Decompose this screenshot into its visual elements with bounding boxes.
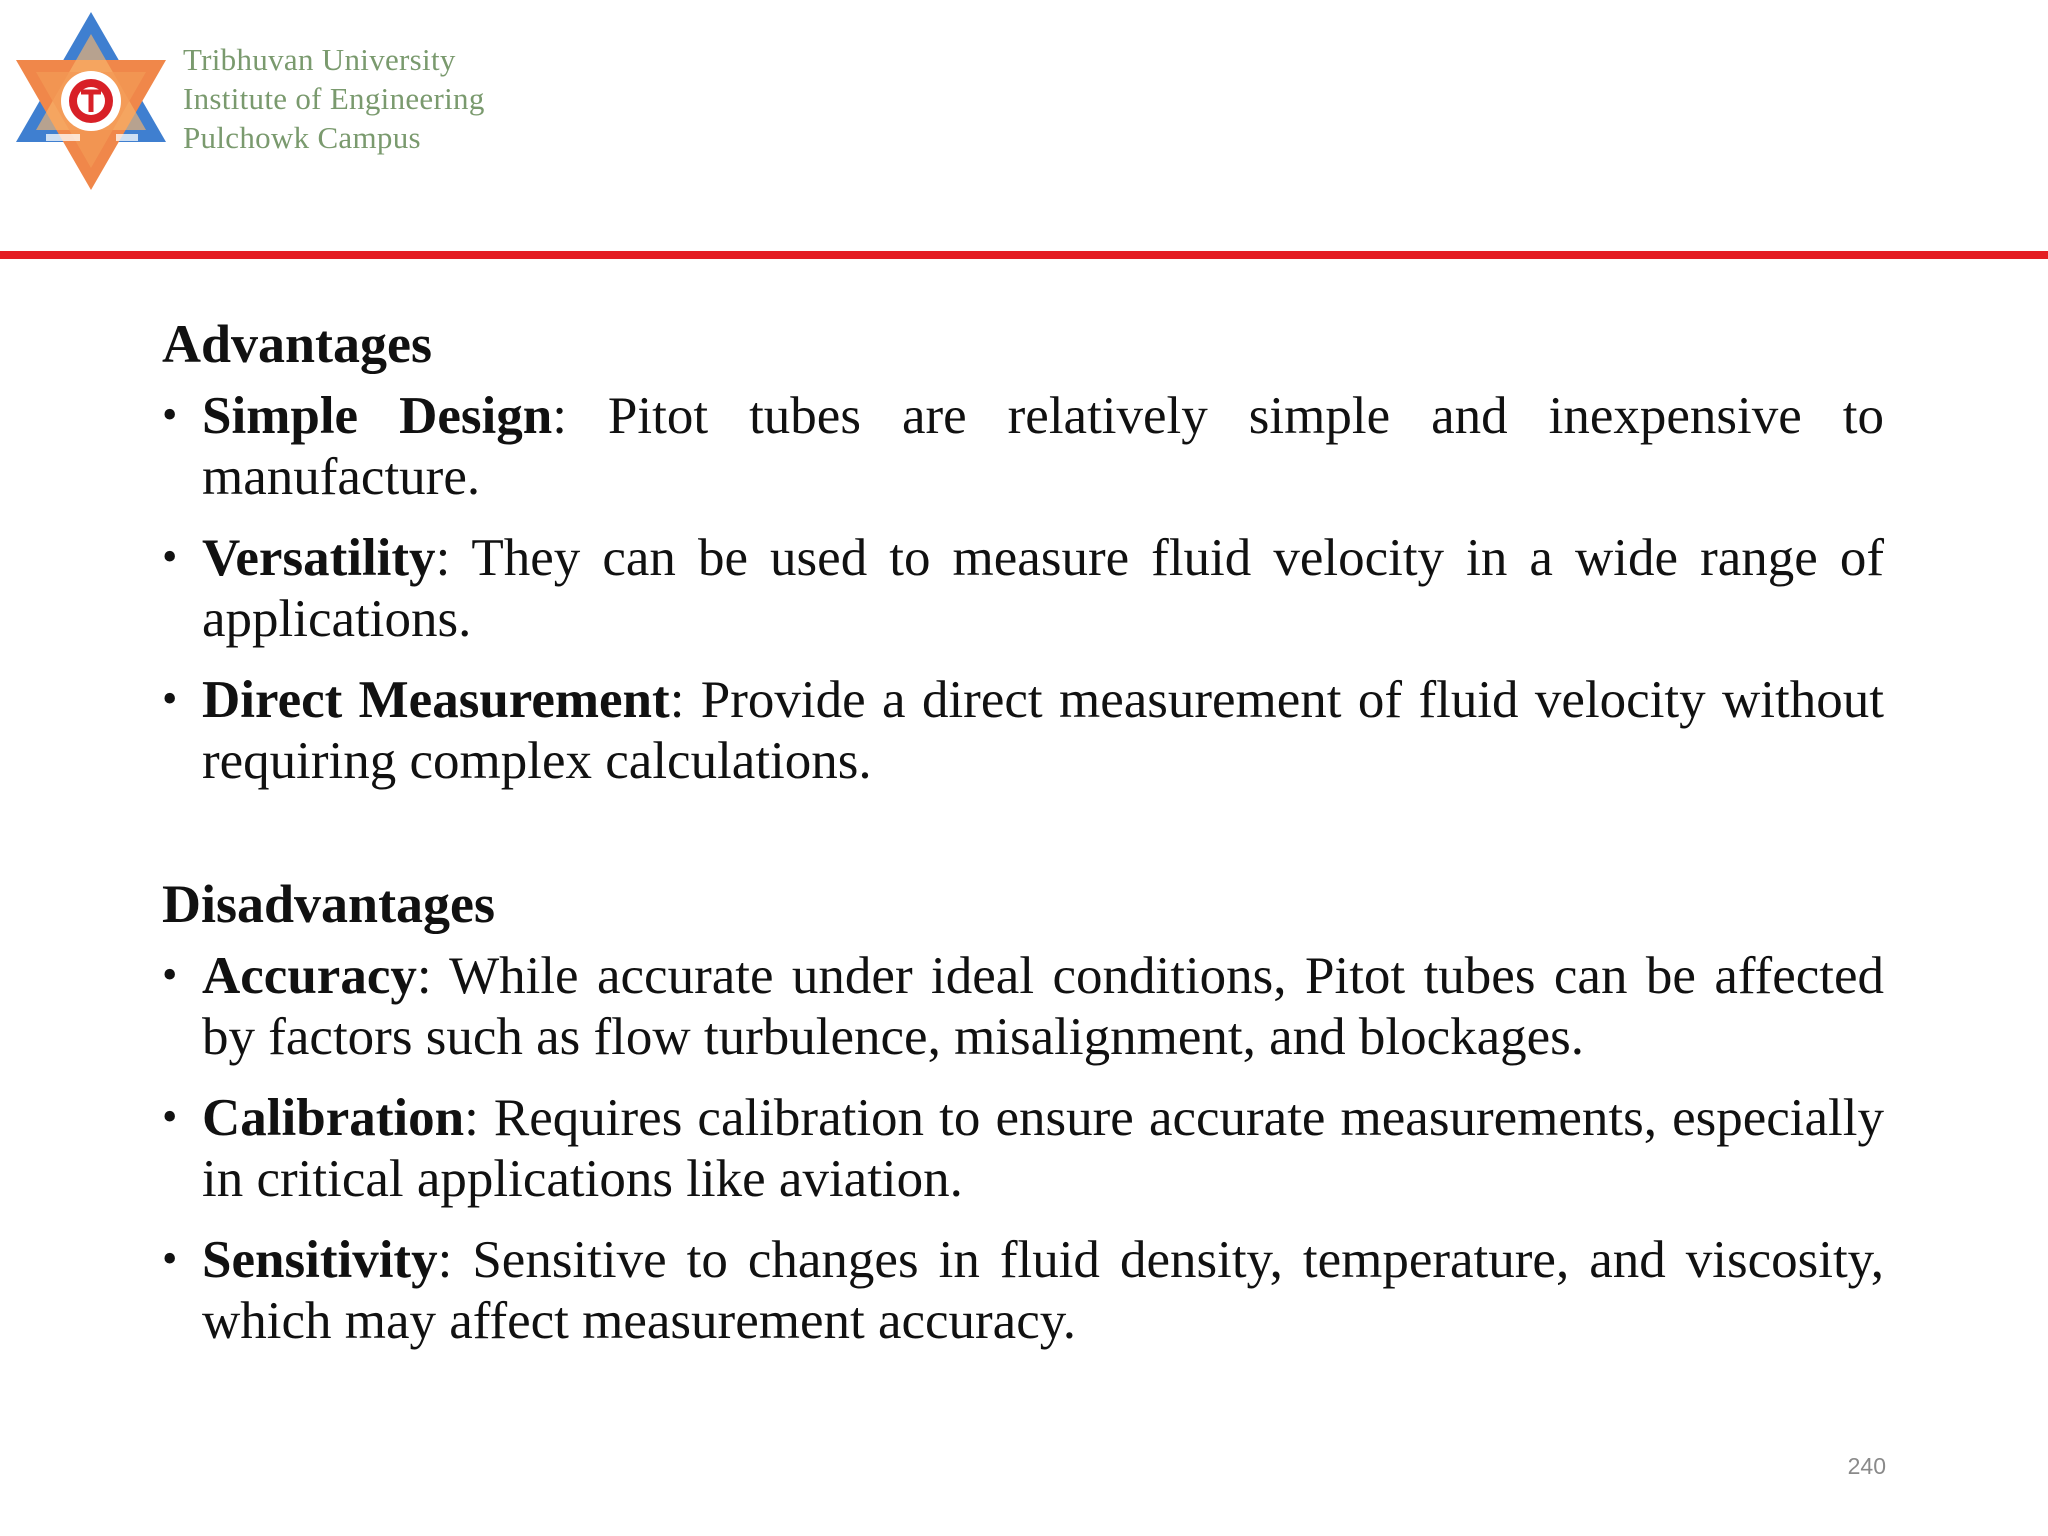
bullet-text: : Requires calibration to ensure accurate measurements, especially in critical applications like aviation.: [202, 1089, 1884, 1208]
disadvantages-list: [162, 946, 1884, 1352]
bullet-icon: •: [162, 1092, 178, 1141]
header-divider: [0, 251, 2048, 259]
institution-name: [183, 40, 603, 157]
institution-line-institute: Institute of Engineering: [183, 81, 485, 116]
bullet-term: Simple Design: [202, 387, 553, 445]
advantage-item-versatility: [162, 528, 1884, 650]
bullet-text: : While accurate under ideal conditions, Pitot tubes can be affected by factors such as flow turbulence, misalignment, and blockages.: [202, 947, 1884, 1066]
advantages-heading: Advantages: [162, 314, 433, 374]
bullet-icon: •: [162, 390, 178, 439]
institution-line-university: Tribhuvan University: [183, 42, 456, 77]
bullet-text: : Provide a direct measurement of fluid velocity without requiring complex calculations.: [202, 671, 1884, 790]
page-number: 240: [1847, 1453, 1886, 1479]
bullet-icon: •: [162, 1234, 178, 1283]
slide-content: [162, 310, 1884, 1372]
bullet-term: Calibration: [202, 1089, 465, 1147]
advantage-item-direct-measurement: [162, 670, 1884, 792]
disadvantage-item-calibration: [162, 1088, 1884, 1210]
advantages-list: [162, 386, 1884, 792]
slide-header: [0, 0, 2048, 250]
disadvantage-item-accuracy: [162, 946, 1884, 1068]
disadvantage-item-sensitivity: [162, 1230, 1884, 1352]
institution-line-campus: Pulchowk Campus: [183, 120, 421, 155]
bullet-text: : They can be used to measure fluid velocity in a wide range of applications.: [202, 529, 1884, 648]
bullet-text: : Pitot tubes are relatively simple and inexpensive to manufacture.: [202, 387, 1884, 506]
bullet-icon: •: [162, 532, 178, 581]
bullet-term: Sensitivity: [202, 1231, 438, 1289]
disadvantages-heading: Disadvantages: [162, 874, 496, 934]
bullet-term: Accuracy: [202, 947, 417, 1005]
advantage-item-simple-design: [162, 386, 1884, 508]
tribhuvan-university-logo-icon: [12, 10, 170, 192]
bullet-term: Versatility: [202, 529, 436, 587]
bullet-term: Direct Measurement: [202, 671, 670, 729]
bullet-text: : Sensitive to changes in fluid density, temperature, and viscosity, which may affect measurement accuracy.: [202, 1231, 1884, 1350]
bullet-icon: •: [162, 674, 178, 723]
bullet-icon: •: [162, 950, 178, 999]
